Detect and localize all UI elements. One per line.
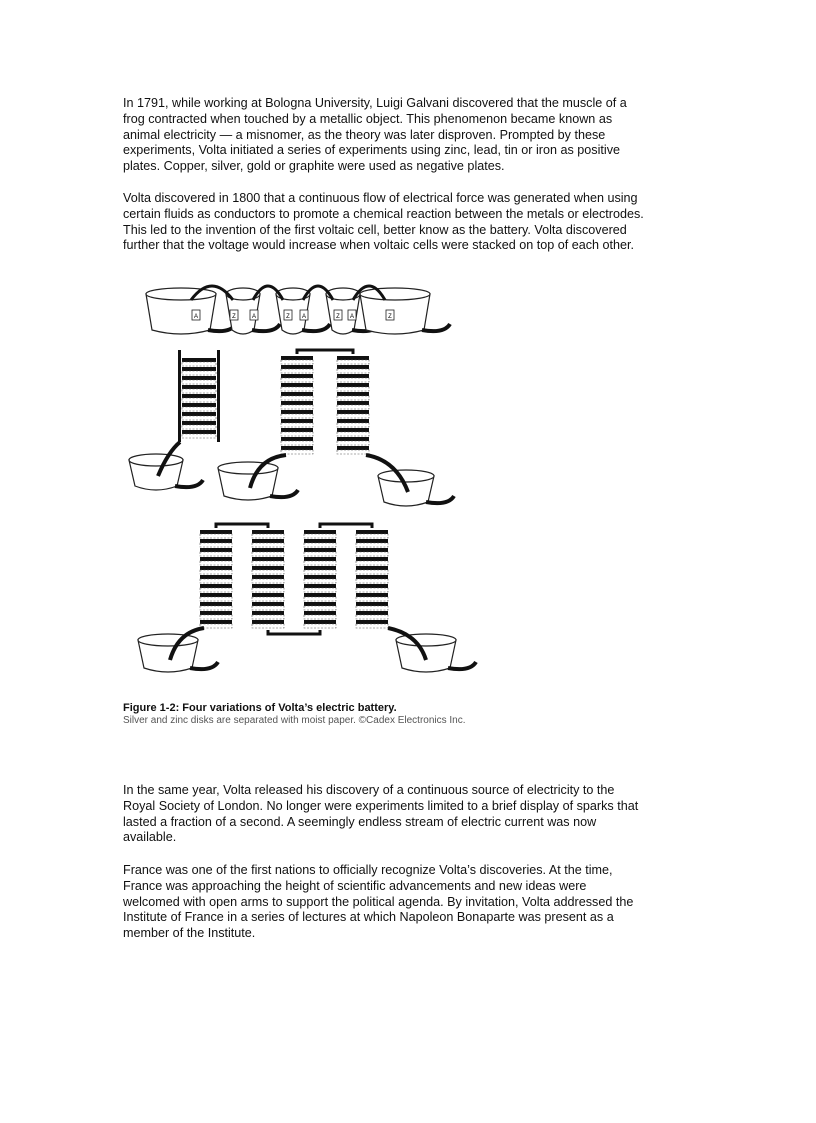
paragraph-france: France was one of the first nations to officially recognize Volta’s discoveries. At the time, France was approaching the height of scientific advancements and new ideas were welcomed with open arms to support the political agenda. By invitation, Volta addressed the Institute of France in a series of lectures at which Napoleon Bonaparte was present as a member of the Institute. [123, 863, 634, 941]
double-pile-right [337, 356, 369, 454]
electrode-label: A [349, 314, 355, 320]
electrode-label: Z [286, 314, 290, 320]
quad-pile-3 [304, 530, 336, 628]
paragraph-galvani: In 1791, while working at Bologna University, Luigi Galvani discovered that the muscle of a frog contracted when touched by a metallic object. This phenomenon became known as animal electricity — a misnomer, as the theory was later disproven. Prompted by these experiments, Volta initiated a series of experiments using zinc, lead, tin or iron as positive plates. Copper, silver, gold or graphite were used as negative plates. [123, 96, 627, 174]
beaker-middle-right [378, 470, 454, 506]
beaker-bottom-left [138, 634, 218, 672]
quad-pile-4 [356, 530, 388, 628]
electrode-label: Z [336, 314, 340, 320]
beaker-bottom-right [396, 634, 476, 672]
quad-pile-1 [200, 530, 232, 628]
double-pile-left [281, 356, 313, 454]
figure-title: Figure 1-2: Four variations of Volta’s electric battery. [123, 702, 397, 714]
crown-of-cups [146, 286, 450, 334]
single-pile [178, 350, 220, 442]
bridge-wire [297, 350, 353, 354]
paragraph-voltaic-cell: Volta discovered in 1800 that a continuous flow of electrical force was generated when using certain fluids as conductors to promote a chemical reaction between the metals or electrodes. This led to the invention of the first voltaic cell, better know as the battery. Volta discovered further that the voltage would increase when voltaic cells were stacked on top of each other. [123, 191, 644, 253]
electrode-label: Z [388, 314, 392, 320]
quad-pile-2 [252, 530, 284, 628]
cup-1 [146, 288, 236, 334]
electrode-label: Z [232, 314, 236, 320]
volta-battery-illustration [128, 270, 478, 690]
electrode-label: A [301, 314, 307, 320]
bridge-wire [320, 524, 372, 528]
electrode-label: A [251, 314, 257, 320]
paragraph-royal-society: In the same year, Volta released his discovery of a continuous source of electricity to the Royal Society of London. No longer were experiments limited to a brief display of sparks that lasted a fraction of a second. A seemingly endless stream of electric current was now available. [123, 783, 639, 845]
bridge-wire [216, 524, 268, 528]
figure-caption: Silver and zinc disks are separated with moist paper. ©Cadex Electronics Inc. [123, 715, 466, 726]
voltaic-piles [129, 350, 476, 672]
bridge-wire [268, 630, 320, 634]
cup-5 [360, 288, 450, 334]
electrode-label: A [193, 314, 199, 320]
